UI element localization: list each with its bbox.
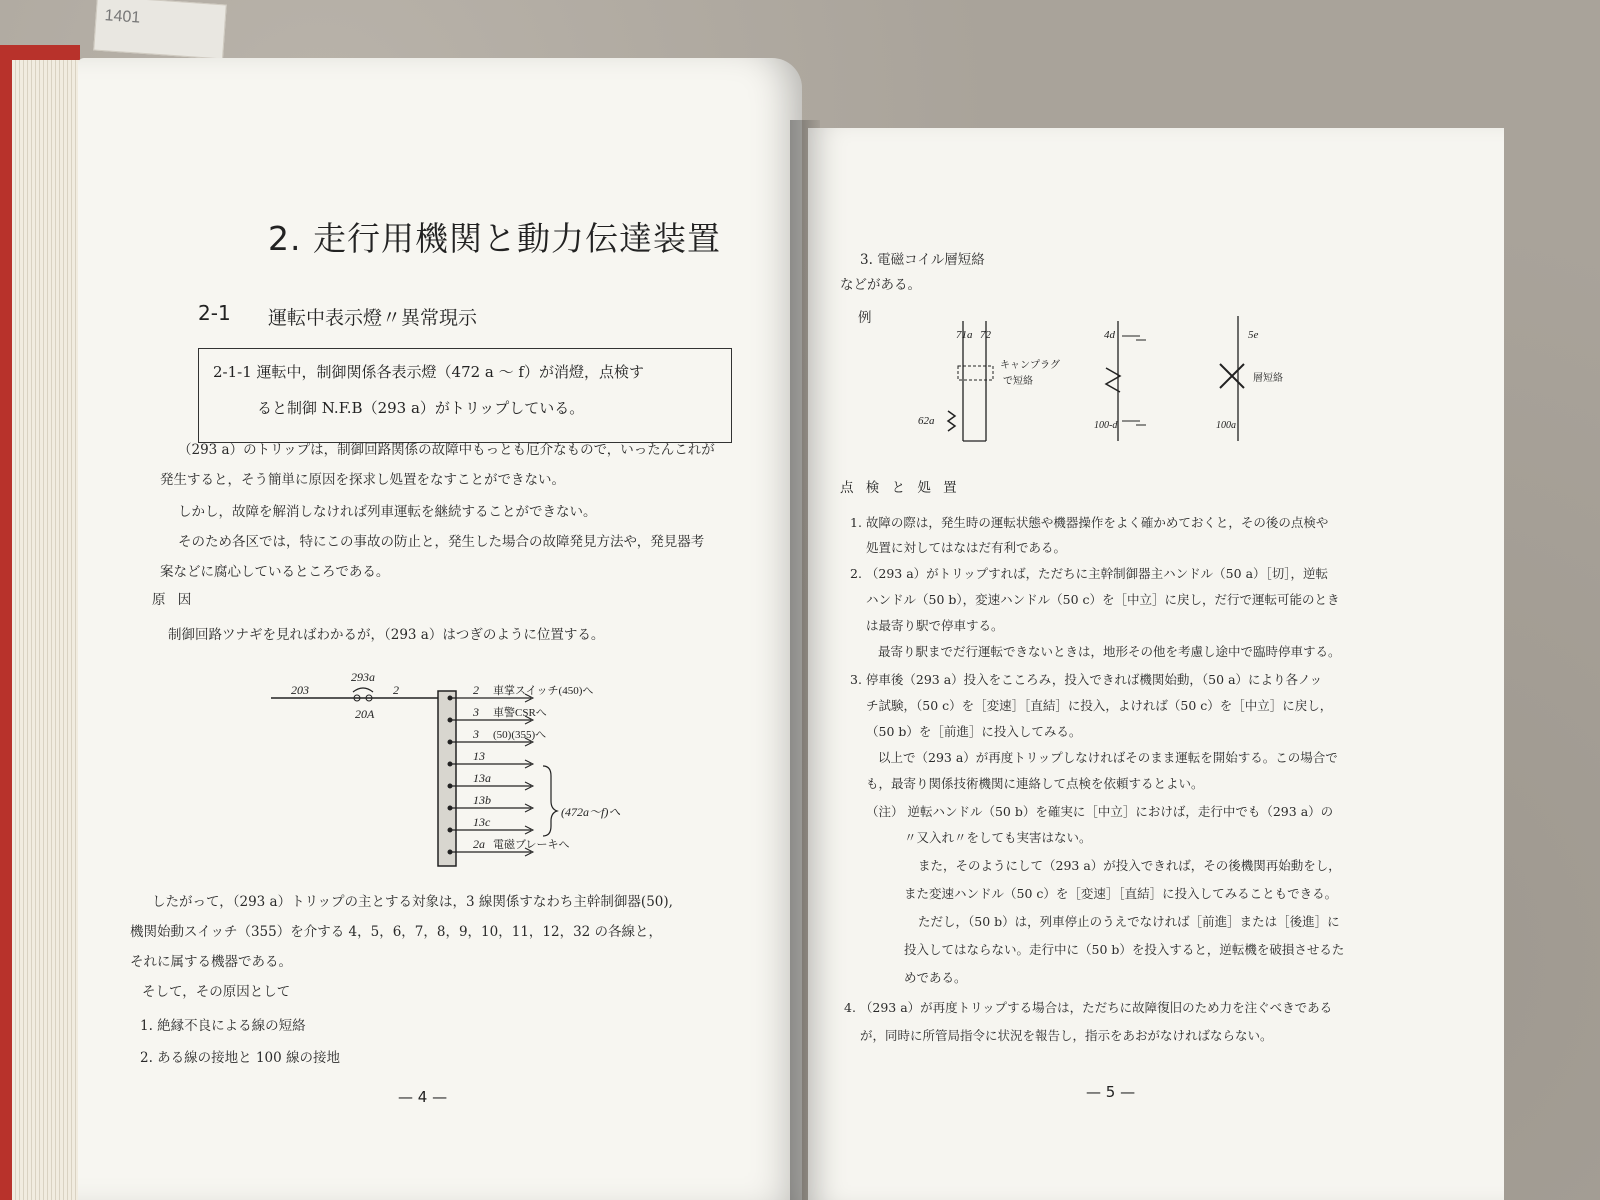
d1-note-1: キャンプラグ [1000,360,1060,371]
terminal-dot [448,850,453,855]
right-line: ただし，（50 b）は，列車停止のうえでなければ［前進］または［後進］に [918,914,1340,929]
section-number: 2-1 [198,301,231,325]
wire-destination: 電磁ブレーキへ [493,839,570,851]
boxed-line-2: ると制御 N.F.B（293 a）がトリップしている。 [257,399,585,417]
boxed-line-1: 2-1-1 運転中，制御関係各表示燈（472 a ～ f）が消燈，点検す [213,363,644,381]
terminal-dot [448,718,453,723]
wire-destination: 車警CSRへ [493,707,547,719]
terminal-strip [438,691,456,866]
paragraph-line: 案などに腐心しているところである。 [160,564,390,580]
wire-number: 13b [473,793,491,807]
label-203: 203 [291,683,309,697]
wire-number: 13a [473,771,491,785]
right-line: （50 b）を［前進］に投入してみる。 [866,724,1082,739]
right-line: 4. （293 a）が再度トリップする場合は，ただちに故障復旧のため力を注ぐべきである [844,1000,1333,1015]
after-line: そして，その原因として [142,984,291,1000]
d3-label-100a: 100a [1216,420,1236,431]
cause-text: 制御回路ツナギを見ればわかるが，（293 a）はつぎのように位置する。 [168,627,605,643]
right-page [808,128,1504,1200]
d2-label-4d: 4d [1104,329,1115,341]
right-top-line: 3. 電磁コイル層短絡 [860,252,985,268]
wire-number: 2 [473,683,479,697]
right-line: も，最寄り関係技術機関に連絡して点検を依頼するとよい。 [866,776,1204,791]
label-20A: 20A [355,707,375,721]
cause-heading: 原 因 [152,592,196,608]
circuit-diagram [263,666,663,886]
wire-number: 13 [473,749,485,763]
terminal-dot [448,740,453,745]
wire-number: 3 [473,705,479,719]
d3-note: 層短絡 [1253,373,1283,384]
wire-destination: (50)(355)へ [493,729,547,741]
boxed-statement [198,348,732,443]
inspection-heading: 点 検 と 処 置 [840,480,961,496]
right-line: （注） 逆転ハンドル（50 b）を確実に［中立］におけば，走行中でも（293 a）の [866,804,1334,819]
right-line: ハンドル（50 b），変速ハンドル（50 c）を［中立］に戻し，だ行で運転可能のとき [866,592,1340,607]
list-item: 2. ある線の接地と 100 線の接地 [140,1050,341,1066]
d1-label-62a: 62a [918,415,935,427]
terminal-dot [448,762,453,767]
wire-number: 2a [473,837,485,851]
brace [543,766,557,836]
page-number-right: — 5 — [1086,1083,1136,1101]
right-line: チ試験，（50 c）を［変速］［直結］に投入，よければ（50 c）を［中立］に戻し， [866,698,1333,713]
wire-number: 13c [473,815,491,829]
d2-label-100d: 100-d [1094,420,1118,431]
right-line: 以上で（293 a）が再度トリップしなければそのまま運転を開始する。この場合で [878,750,1338,765]
wire-destination: 車掌スイッチ(450)へ [493,685,594,697]
right-line: 処置に対してはなはだ有利である。 [866,540,1067,555]
right-line: が，同時に所管局指令に状況を報告し，指示をあおがなければならない。 [860,1028,1273,1043]
label-293a: 293a [351,670,375,684]
right-top-line: などがある。 [840,277,921,293]
page-number-left: — 4 — [398,1088,448,1106]
paragraph-line: しかし，故障を解消しなければ列車運転を継続することができない。 [178,504,597,520]
page-edges [12,60,82,1200]
right-line: めである。 [904,970,967,985]
d1-label-71a: 71a [956,329,973,341]
terminal-dot [448,696,453,701]
right-line: また変速ハンドル（50 c）を［変速］［直結］に投入してみることもできる。 [904,886,1338,901]
right-line: 投入してはならない。走行中に（50 b）を投入すると，逆転機を破損させるた [904,942,1345,957]
d1-label-72: 72 [980,329,991,341]
terminal-dot [448,784,453,789]
example-diagram [908,316,1348,456]
right-line: 〃又入れ〃をしても実害はない。 [904,830,1092,845]
paragraph-line: （293 a）のトリップは，制御回路関係の故障中もっとも厄介なもので，いったんこれが [178,442,715,458]
d3-label-5e: 5e [1248,329,1259,341]
brace-label: (472a～f)へ [561,805,621,819]
chapter-title: 2. 走行用機関と動力伝達装置 [268,219,721,258]
sticky-tag [93,0,227,59]
right-line: 1. 故障の際は，発生時の運転状態や機器操作をよく確かめておくと，その後の点検や [850,515,1329,530]
section-title: 運転中表示燈〃異常現示 [268,307,478,329]
right-line: は最寄り駅で停車する。 [866,618,1004,633]
left-page [78,58,802,1200]
after-line: したがって，（293 a）トリップの主とする対象は，3 線関係すなわち主幹制御器(50), [152,894,673,910]
wire-number: 3 [473,727,479,741]
sticky-tag-text: 1401 [104,7,141,27]
right-line: また，そのようにして（293 a）が投入できれば，その後機関再始動をし， [918,858,1341,873]
d1-note-2: で短絡 [1003,376,1033,387]
label-2: 2 [393,683,399,697]
list-item: 1. 絶縁不良による線の短絡 [140,1018,306,1034]
right-line: 3. 停車後（293 a）投入をこころみ，投入できれば機関始動，（50 a）により各ノッ [850,672,1323,687]
right-line: 2. （293 a）がトリップすれば，ただちに主幹制御器主ハンドル（50 a）［切］，逆転 [850,566,1329,581]
after-line: それに属する機器である。 [130,954,292,970]
paragraph-line: そのため各区では，特にこの事故の防止と，発生した場合の故障発見方法や，発見器考 [178,534,705,550]
terminal-dot [448,828,453,833]
terminal-dot [448,806,453,811]
after-line: 機関始動スイッチ（355）を介する 4，5，6，7，8，9，10，11，12，32 の各線と， [130,924,663,940]
paragraph-line: 発生すると，そう簡単に原因を探求し処置をなすことができない。 [160,472,565,488]
example-label: 例 [858,310,872,326]
right-line: 最寄り駅までだ行運転できないときは，地形その他を考慮し途中で臨時停車する。 [878,644,1341,659]
